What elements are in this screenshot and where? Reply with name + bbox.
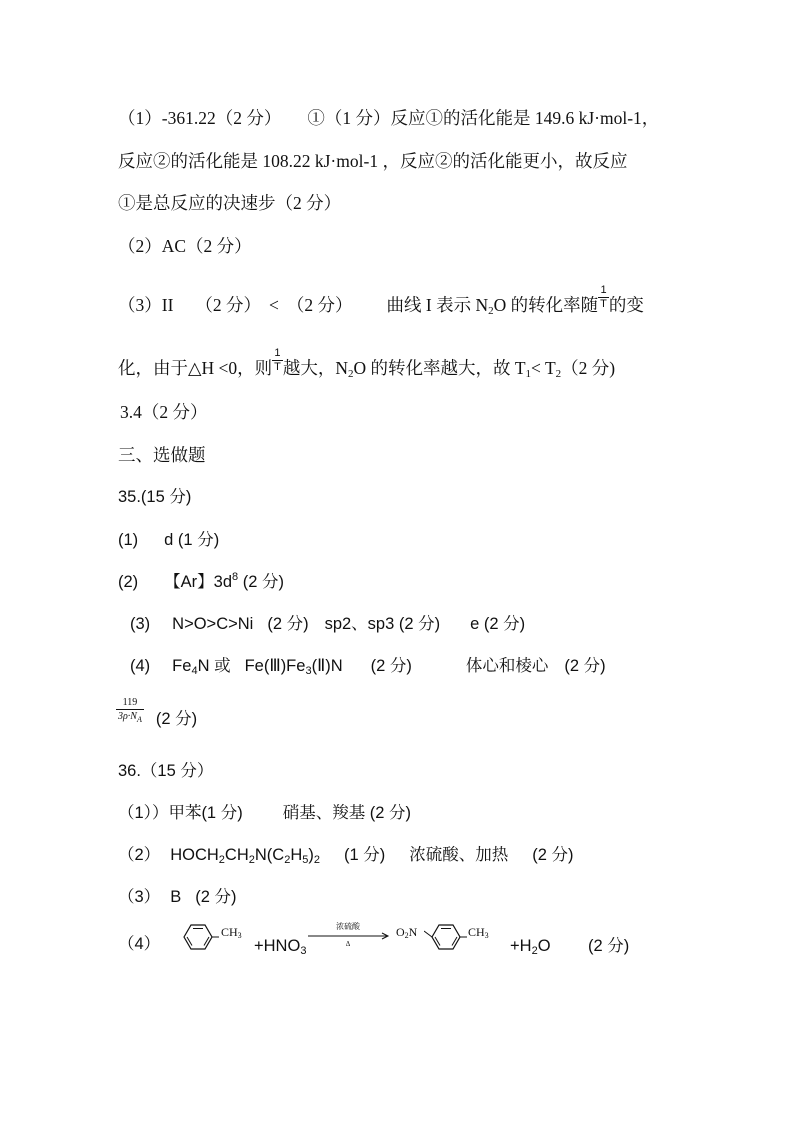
q36-p1 [118,801,411,825]
q35-p4 [130,654,606,678]
q36-p2-f: (1 分) [344,846,386,864]
q35-title: 35.(15 分) [118,488,192,506]
q3-l2-d: O 的转化率越大，故 T [353,358,526,378]
toluene-ch3: $CH_3$ [221,925,242,940]
q35-p4-a: Fe [172,657,192,675]
q35-p3-d: e (2 分) [470,615,526,633]
q36-p2-num: （2） [118,846,161,864]
q36-p3-a: B [170,888,182,906]
q36-p2 [118,843,574,867]
q35-p4-d: (Ⅱ)N [311,657,343,675]
q1-answer: （1）-361.22（2 分） [118,108,282,128]
plus-h2o: $+H_2O$ [510,937,551,957]
q3-line2 [118,347,616,380]
q36-p4-reaction [118,920,630,964]
q3-l2-sub-e: 1 [525,368,532,380]
q35-p3-c: sp2、sp3 (2 分) [324,615,441,633]
q35-p1-num: (1) [118,531,139,549]
q36-p2-e: ) [308,846,314,864]
q36-p2-s4: 5 [302,854,309,866]
q3-score-2: （2 分） [286,295,353,315]
q36-p3-num: （3） [118,888,161,906]
density-fraction: $\frac{119}{3\rho\cdot N_A}$ [118,697,142,725]
q35-p1-text: d (1 分) [164,531,220,549]
q3-answer: （3）II [118,295,174,315]
one-over-t-fraction-2: $\frac{1}{T}$ [274,347,281,374]
q36-p4-num: （4） [118,935,161,953]
q35-p3-num: (3) [130,615,151,633]
q2-line: （2）AC（2 分） [118,236,252,256]
q35-p2-a: 【Ar】3d [164,573,233,591]
q35-p4-a-sub: 4 [191,665,198,677]
plus-hno3: $+HNO_3$ [254,937,307,957]
q3-compare: < [269,295,279,315]
q36-p1-a: ）甲苯(1 分) [151,804,243,822]
q35-p4-num: (4) [130,657,151,675]
q1-line1 [118,106,659,130]
q3-l2-b: 越大，N [282,358,348,378]
q3-explain-a: 曲线 I 表示 N [386,295,489,315]
q3-line1 [118,284,644,317]
q35-p4-e: (2 分) [370,657,412,675]
q1-explanation-start: ①（1 分）反应①的活化能是 149.6 kJ·mol-1， [307,108,660,128]
q36-p4-score: (2 分) [588,937,630,955]
q35-p4-c: Fe(Ⅲ)Fe [244,657,306,675]
q36-p1-b: 硝基、羧基 (2 分) [282,804,412,822]
arrow-bottom-label: Δ [345,940,351,948]
fraction-den-sub: A [136,715,142,725]
q3-score-1: （2 分） [195,295,262,315]
q35-p4-f: 体心和棱心 [465,657,549,675]
q35-p4-b: N 或 [197,657,231,675]
q35-p4-g: (2 分) [564,657,606,675]
arrow-top-label: 浓硫酸 [336,922,360,931]
q3-l2-f: < T [531,358,556,378]
q1-line2: 反应②的活化能是 108.22 kJ·mol-1 ，反应②的活化能更小，故反应 [118,151,628,171]
q35-p3-a: N>O>C>Ni [172,615,254,633]
q3-sub-2: 2 [488,305,494,317]
q35-p3 [130,612,525,636]
q35-p2-num: (2) [118,573,139,591]
q36-p2-d: H [290,846,303,864]
q36-p2-s3: 2 [284,854,291,866]
q35-p5-score: (2 分) [155,710,198,728]
q36-p2-s1: 2 [218,854,225,866]
q36-p1-num: （1） [118,804,152,822]
q3-l2-sub-c: 2 [347,368,354,380]
q36-p2-b: CH [224,846,249,864]
q3-l2-h: （2 分) [561,358,616,378]
q36-p2-g: 浓硫酸、加热 [409,846,509,864]
q35-p5 [116,696,197,744]
section-heading: 三、选做题 [118,445,206,465]
o2n-group: $O_2N$ [396,925,418,940]
q36-p2-h: (2 分) [532,846,574,864]
nitro-bond [424,931,432,937]
q36-p2-c: N(C [254,846,285,864]
q35-p1 [118,528,219,552]
q35-p3-b: (2 分) [267,615,309,633]
q36-title: 36.（15 分） [118,762,214,780]
q36-p2-s5: 2 [313,854,320,866]
one-over-t-fraction: $\frac{1}{T}$ [600,284,607,311]
q35-p2 [118,570,284,594]
q3-line3: 3.4（2 分） [120,402,208,422]
q36-p3-b: (2 分) [195,888,237,906]
nitrotoluene-ch3: $CH_3$ [468,925,489,940]
q36-p2-s2: 2 [248,854,255,866]
q3-l2-sub-g: 2 [555,368,562,380]
q36-p2-a: HOCH [170,846,219,864]
q3-explain-c: 的变 [608,295,644,315]
q35-p4-c-sub: 3 [305,665,312,677]
q1-line3: ①是总反应的决速步（2 分） [118,193,342,213]
q35-p2-sup: 8 [232,571,239,583]
q3-explain-b: O 的转化率随 [493,295,599,315]
q35-p2-b: (2 分) [238,573,284,591]
fraction-den: 3ρ·N [118,711,137,723]
q3-l2-a: 化，由于△H <0，则 [118,358,273,378]
q36-p3 [118,885,236,909]
reaction-arrow [308,920,394,954]
